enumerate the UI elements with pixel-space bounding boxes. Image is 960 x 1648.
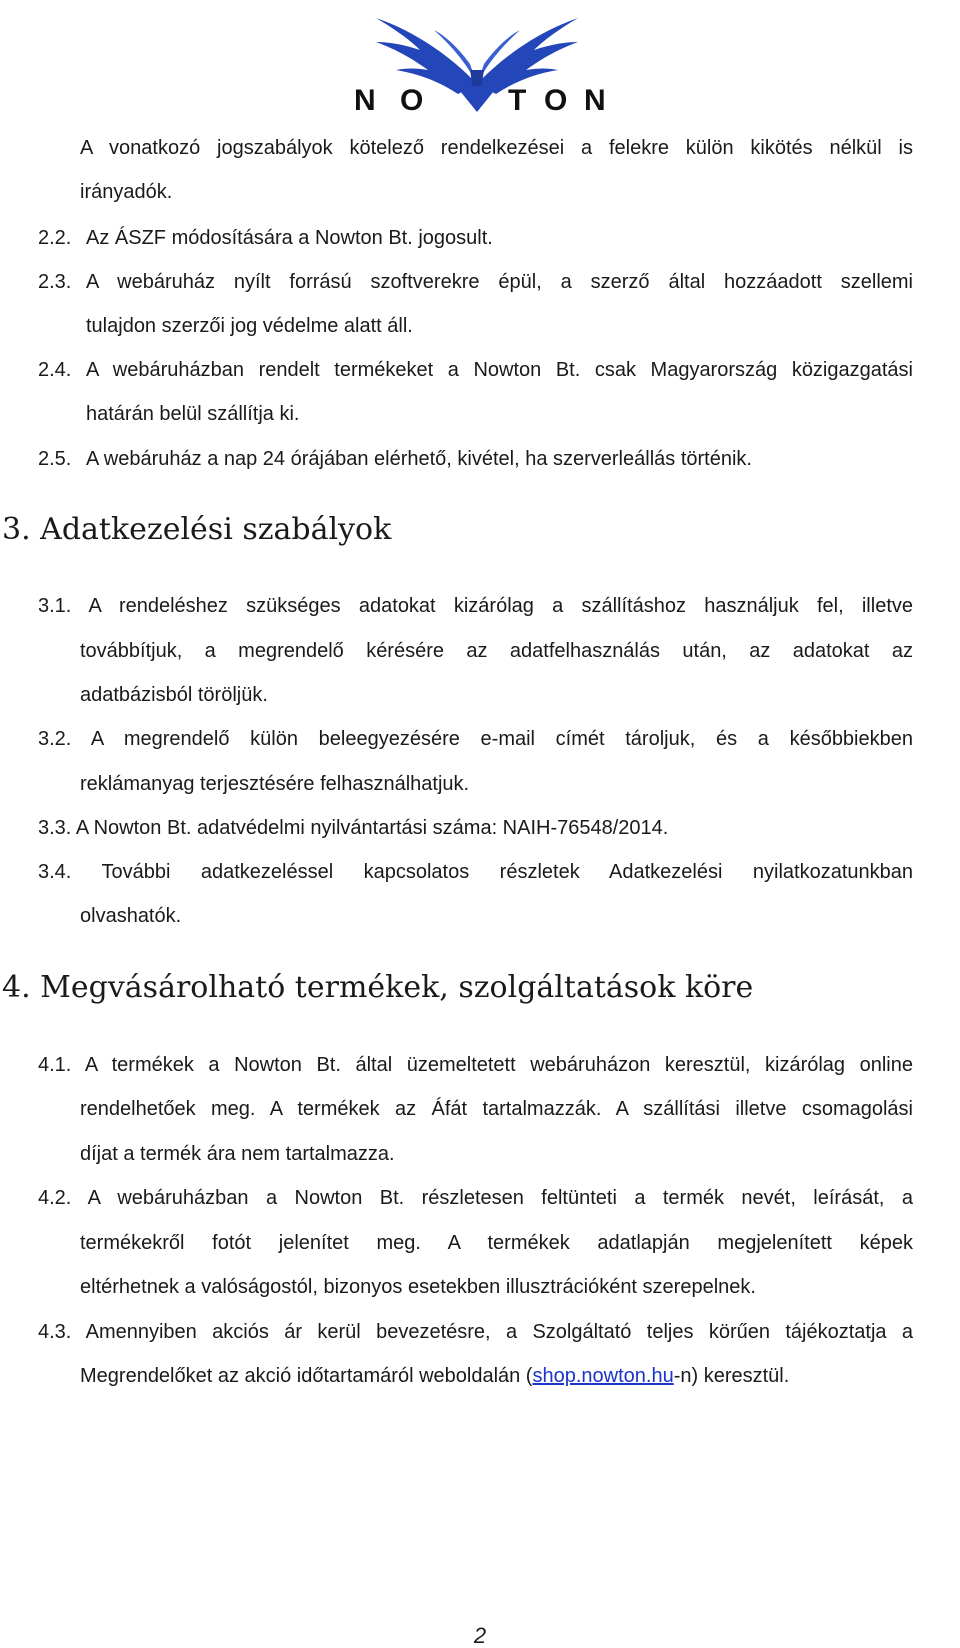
svg-text:O: O — [400, 84, 424, 117]
svg-text:N: N — [584, 84, 606, 117]
paragraph-2-3-line-1: A webáruház nyílt forrású szoftverekre épül, a szerző által hozzáadott szellemi — [86, 271, 913, 293]
paragraph-2-4-line-2: határán belül szállítja ki. — [86, 403, 300, 425]
paragraph-4-2-line-2: termékekről fotót jelenítet meg. A termékek adatlapján megjelenített képek — [80, 1232, 913, 1254]
paragraph-4-1-line-1: 4.1. A termékek a Nowton Bt. által üzemeltetett webáruházon keresztül, kizárólag online — [38, 1054, 913, 1076]
svg-text:T: T — [508, 84, 527, 117]
paragraph-3-3: 3.3. A Nowton Bt. adatvédelmi nyilvántartási száma: NAIH-76548/2014. — [38, 817, 669, 839]
paragraph-4-3-text-before-link: Megrendelőket az akció időtartamáról weboldalán ( — [80, 1365, 533, 1387]
paragraph-3-2-line-1: 3.2. A megrendelő külön beleegyezésére e-mail címét tároljuk, és a későbbiekben — [38, 728, 913, 750]
paragraph-4-3-line-2 — [80, 1364, 789, 1388]
paragraph-4-1-line-2: rendelhetőek meg. A termékek az Áfát tartalmazzák. A szállítási illetve csomagolási — [80, 1098, 913, 1120]
heading-section-4: 4. Megvásárolható termékek, szolgáltatások köre — [2, 970, 754, 1005]
paragraph-4-2-line-3: eltérhetnek a valóságostól, bizonyos esetekben illusztrációként szerepelnek. — [80, 1276, 756, 1298]
intro-line-1: A vonatkozó jogszabályok kötelező rendelkezései a felekre külön kikötés nélkül is — [80, 137, 913, 159]
paragraph-3-1-line-3: adatbázisból töröljük. — [80, 684, 268, 706]
paragraph-2-3-number: 2.3. — [38, 271, 72, 293]
svg-text:N: N — [354, 84, 376, 117]
heading-section-3: 3. Adatkezelési szabályok — [2, 512, 392, 547]
shop-website-link[interactable]: shop.nowton.hu — [532, 1365, 674, 1387]
paragraph-3-4-line-2: olvashatók. — [80, 905, 182, 927]
page-number: 2 — [473, 1623, 487, 1648]
paragraph-2-2-number: 2.2. — [38, 227, 72, 249]
paragraph-2-4-number: 2.4. — [38, 359, 72, 381]
paragraph-4-3-text-after-link: -n) keresztül. — [673, 1365, 790, 1387]
paragraph-3-1-line-1: 3.1. A rendeléshez szükséges adatokat kizárólag a szállításhoz használjuk fel, illetve — [38, 595, 913, 617]
paragraph-3-2-line-2: reklámanyag terjesztésére felhasználhatjuk. — [80, 773, 470, 795]
paragraph-4-1-line-3: díjat a termék ára nem tartalmazza. — [80, 1143, 395, 1165]
paragraph-3-4-line-1: 3.4. További adatkezeléssel kapcsolatos részletek Adatkezelési nyilatkozatunkban — [38, 861, 913, 883]
paragraph-2-3-line-2: tulajdon szerzői jog védelme alatt áll. — [86, 315, 413, 337]
paragraph-2-4-line-1: A webáruházban rendelt termékeket a Nowton Bt. csak Magyarország közigazgatási — [86, 359, 913, 381]
paragraph-2-2: Az ÁSZF módosítására a Nowton Bt. jogosult. — [86, 227, 493, 249]
paragraph-3-1-line-2: továbbítjuk, a megrendelő kérésére az adatfelhasználás után, az adatokat az — [80, 640, 913, 662]
paragraph-4-3-line-1: 4.3. Amennyiben akciós ár kerül bevezetésre, a Szolgáltató teljes körűen tájékoztatja a — [38, 1321, 913, 1343]
nowton-logo — [336, 0, 618, 118]
paragraph-2-5: A webáruház a nap 24 órájában elérhető, kivétel, ha szerverleállás történik. — [86, 448, 752, 470]
paragraph-4-2-line-1: 4.2. A webáruházban a Nowton Bt. részletesen feltünteti a termék nevét, leírását, a — [38, 1187, 913, 1209]
paragraph-2-5-number: 2.5. — [38, 448, 72, 470]
intro-line-2: irányadók. — [80, 181, 173, 203]
svg-text:O: O — [544, 84, 568, 117]
